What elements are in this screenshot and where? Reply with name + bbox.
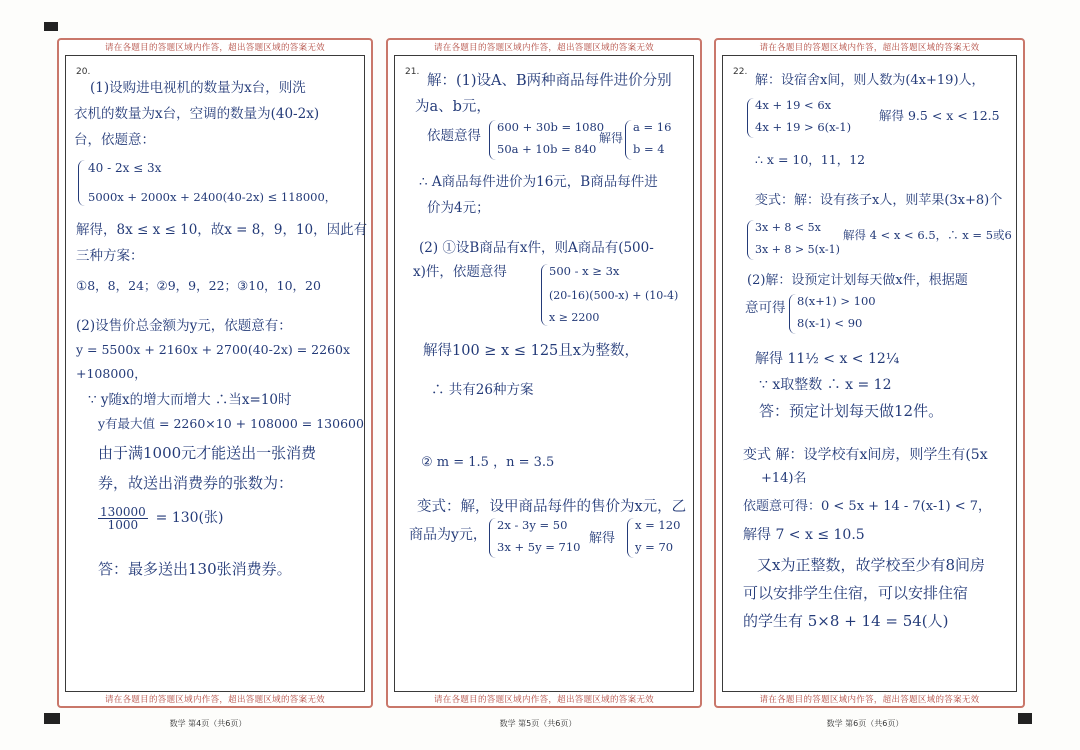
answer-line: (2) ①设B商品有x件，则A商品有(500- xyxy=(419,240,654,256)
fraction-line xyxy=(98,506,223,531)
equation-line: 50a + 10b = 840 xyxy=(497,142,597,156)
registration-mark xyxy=(44,713,60,724)
answer-line: +108000， xyxy=(76,366,147,381)
answer-line: 答：最多送出130张消费券。 xyxy=(98,560,292,578)
answer-area-warning: 请在各题目的答题区域内作答，超出答题区域的答案无效 xyxy=(759,43,980,53)
equation-line: 4x + 19 > 6(x-1) xyxy=(755,120,852,134)
equation-line: 4x + 19 < 6x xyxy=(755,98,832,112)
answer-line: 解：(1)设A、B两种商品每件进价分别 xyxy=(427,73,672,89)
equation-brace xyxy=(541,264,548,326)
answer-panel-q21 xyxy=(386,38,702,708)
equation-line: b = 4 xyxy=(633,142,665,156)
answer-line: (2)解：设预定计划每天做x件，根据题 xyxy=(747,273,968,288)
answer-line: 价为4元； xyxy=(427,200,490,216)
inequality-line: 40 - 2x ≤ 3x xyxy=(88,161,162,175)
answer-line: 又x为正整数，故学校至少有8间房 xyxy=(757,556,986,574)
answer-line: 的学生有 5×8 + 14 = 54(人) xyxy=(743,612,949,630)
fraction-denominator: 1000 xyxy=(107,518,139,532)
answer-line: 解得 9.5 < x < 12.5 xyxy=(879,108,1000,123)
answer-line: 意可得 xyxy=(745,300,786,316)
equation-line: 3x + 8 < 5x xyxy=(755,221,821,234)
answer-line: y = 5500x + 2160x + 2700(40-2x) = 2260x xyxy=(76,342,351,357)
answer-line: 解得100 ≥ x ≤ 125且x为整数， xyxy=(423,343,639,359)
answer-area-warning: 请在各题目的答题区域内作答，超出答题区域的答案无效 xyxy=(104,43,325,53)
answer-line: 答：预定计划每天做12件。 xyxy=(759,402,944,420)
answer-line: (2)设售价总金额为y元，依题意有： xyxy=(76,318,292,334)
answer-line: 变式：解：设有孩子x人，则苹果(3x+8)个 xyxy=(755,193,1003,208)
equation-line: 8(x-1) < 90 xyxy=(797,316,863,330)
equation-brace xyxy=(747,98,754,138)
answer-area-warning: 请在各题目的答题区域内作答，超出答题区域的答案无效 xyxy=(433,695,654,705)
equation-brace xyxy=(489,518,496,558)
answer-line: x)件，依题意得 xyxy=(413,264,507,280)
answer-panel-q20 xyxy=(57,38,373,708)
answer-line: ∴ x = 10，11，12 xyxy=(755,152,866,167)
answer-line: ② m = 1.5 ，n = 3.5 xyxy=(421,455,555,470)
answer-line: 变式 解：设学校有x间房，则学生有(5x xyxy=(743,447,988,463)
question-number: 20. xyxy=(76,67,91,77)
answer-line: 解得 4 < x < 6.5，∴ x = 5或6 xyxy=(843,228,1012,242)
answer-line: 可以安排学生住宿，可以安排住宿 xyxy=(743,584,969,602)
answer-line: ∴ 共有26种方案 xyxy=(431,382,534,398)
answer-line: 解得 11½ < x < 12¼ xyxy=(755,351,900,367)
equation-brace xyxy=(789,294,796,334)
answer-line: 由于满1000元才能送出一张消费 xyxy=(98,444,317,462)
answer-line: 解得 xyxy=(589,531,616,546)
answer-box xyxy=(394,55,694,692)
answer-line: ∴ A商品每件进价为16元，B商品每件进 xyxy=(419,174,658,190)
page-footer: 数学 第6页（共6页） xyxy=(826,719,904,728)
answer-line: 解：设宿舍x间，则人数为(4x+19)人， xyxy=(755,73,985,88)
fraction-result: = 130(张) xyxy=(155,510,224,526)
equation-line: x ≥ 2200 xyxy=(549,311,600,324)
equation-line: 3x + 8 > 5(x-1) xyxy=(755,243,840,256)
answer-line: 衣机的数量为x台，空调的数量为(40-2x) xyxy=(74,106,320,122)
question-number: 22. xyxy=(733,67,748,77)
fraction xyxy=(98,506,148,531)
answer-line: 解得 xyxy=(599,131,624,145)
equation-line: y = 70 xyxy=(635,540,674,554)
answer-line: 依题意得 xyxy=(427,128,481,144)
answer-panel-q22 xyxy=(714,38,1025,708)
equation-line: 3x + 5y = 710 xyxy=(497,540,581,554)
equation-line: x = 120 xyxy=(635,518,681,532)
answer-line: 解得 7 < x ≤ 10.5 xyxy=(743,527,865,543)
equation-line: 500 - x ≥ 3x xyxy=(549,264,620,278)
equation-brace xyxy=(627,518,634,558)
equation-line: 600 + 30b = 1080 xyxy=(497,120,605,134)
registration-mark xyxy=(1018,713,1032,724)
equation-line: 2x - 3y = 50 xyxy=(497,518,568,532)
answer-line: 商品为y元， xyxy=(409,527,487,543)
inequality-line: 5000x + 2000x + 2400(40-2x) ≤ 118000， xyxy=(88,190,337,204)
equation-brace xyxy=(489,120,496,160)
registration-mark xyxy=(44,22,58,31)
answer-line: 解得，8x ≤ x ≤ 10，故x = 8，9，10，因此有 xyxy=(76,222,368,238)
answer-line: ①8，8，24；②9，9，22；③10，10，20 xyxy=(76,278,321,293)
answer-area-warning: 请在各题目的答题区域内作答，超出答题区域的答案无效 xyxy=(104,695,325,705)
answer-line: +14)名 xyxy=(761,471,807,486)
answer-line: 台，依题意： xyxy=(74,132,155,148)
question-number: 21. xyxy=(405,67,420,77)
answer-line: 变式：解，设甲商品每件的售价为x元，乙 xyxy=(417,499,687,515)
equation-brace xyxy=(625,120,632,160)
answer-line: ∵ y随x的增大而增大 ∴当x=10时 xyxy=(88,392,292,408)
equation-line: (20-16)(500-x) + (10-4) xyxy=(549,289,679,302)
answer-box xyxy=(65,55,368,692)
fraction-numerator: 130000 xyxy=(100,505,146,519)
equation-brace xyxy=(747,220,754,260)
answer-line: ∵ x取整数 ∴ x = 12 xyxy=(759,377,892,393)
equation-line: a = 16 xyxy=(633,120,672,134)
answer-area-warning: 请在各题目的答题区域内作答，超出答题区域的答案无效 xyxy=(759,695,980,705)
answer-area-warning: 请在各题目的答题区域内作答，超出答题区域的答案无效 xyxy=(433,43,654,53)
page-footer: 数学 第4页（共6页） xyxy=(169,719,247,728)
equation-line: 8(x+1) > 100 xyxy=(797,294,876,308)
page-footer: 数学 第5页（共6页） xyxy=(499,719,577,728)
answer-line: 三种方案： xyxy=(76,248,144,264)
answer-line: 为a、b元， xyxy=(415,99,491,115)
answer-box xyxy=(722,55,1017,692)
answer-line: (1)设购进电视机的数量为x台，则洗 xyxy=(90,80,306,96)
answer-line: 依题意可得：0 < 5x + 14 - 7(x-1) < 7， xyxy=(743,499,991,514)
answer-line: y有最大值 = 2260×10 + 108000 = 130600 xyxy=(98,416,364,431)
answer-line: 券，故送出消费券的张数为： xyxy=(98,474,294,492)
equation-brace xyxy=(78,160,85,206)
